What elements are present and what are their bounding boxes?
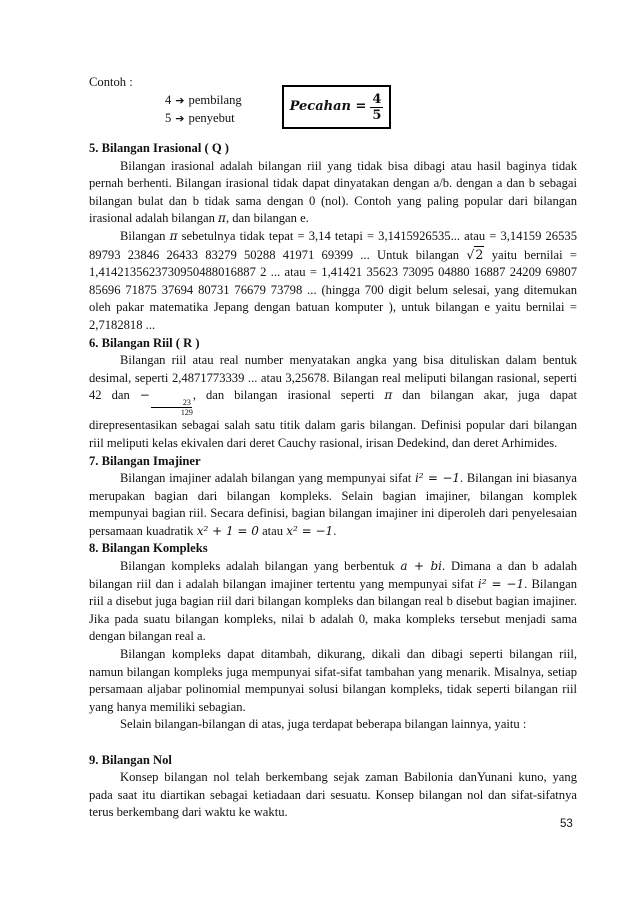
example-block — [89, 74, 577, 130]
paragraph: Bilangan riil atau real number menyatakan angka yang bisa dituliskan dalam bentuk desimal, seperti 2,4871773339 ... atau 3,25678. Bilangan real meliputi bilangan rasional, seperti 42 dan − $\frac{23}{129}$ , dan bilangan irasional seperti π dan bilangan akar, juga dapat direpresentasikan sebagai salah satu titik dalam garis bilangan. Definisi popular dari bilangan riil meliputi kelas ekivalen dari deret Cauchy rasional, irisan Dedekind, dan deret Arhimides. — [89, 353, 577, 450]
example-line-1: 4 ➔ pembilang — [165, 93, 242, 107]
section-heading-complex: 8. Bilangan Kompleks — [89, 541, 208, 556]
paragraph: Selain bilangan-bilangan di atas, juga terdapat beberapa bilangan lainnya, yaitu : — [120, 717, 527, 732]
section-heading-real: 6. Bilangan Riil ( R ) — [89, 335, 200, 350]
paragraph: Konsep bilangan nol telah berkembang sejak zaman Babilonia danYunani kuno, yang pada saat itu diartikan sebagai ketiadaan dari sesuatu. Konsep bilangan nol dan sifat-sifatnya terus berkembang dari waktu ke waktu. — [89, 770, 577, 820]
sqrt-expression: √2 — [466, 246, 484, 262]
section-heading-zero: 9. Bilangan Nol — [89, 752, 172, 767]
right-arrow-icon: ➔ — [175, 112, 185, 125]
small-fraction: $\frac{23}{129}$ — [150, 398, 193, 417]
example-line-2: 5 ➔ penyebut — [165, 111, 235, 125]
section-heading-imaginary: 7. Bilangan Imajiner — [89, 453, 201, 468]
paragraph: Bilangan irasional adalah bilangan riil yang tidak bisa dibagi atau hasil baginya tidak pernah berhenti. Bilangan irasional tidak dapat dinyatakan dengan a/b. dengan a dan b sebagai bilangan bulat dan b tidak sama dengan 0 (nol). Contoh yang paling popular dari bilangan irasional adalah bilangan π, dan bilangan e. — [89, 158, 577, 226]
paragraph: Bilangan kompleks dapat ditambah, dikurang, dikali dan dibagi seperti bilangan riil, namun bilangan kompleks juga mempunyai sifat-sifat tambahan yang menarik. Misalnya, setiap persamaan aljabar polinomial mempunyai solusi bilangan kompleks, tidak seperti bilangan riil yang hanya memiliki sebagian. — [89, 647, 577, 714]
page-content — [89, 74, 577, 822]
section-heading-irrational: 5. Bilangan Irasional ( Q ) — [89, 141, 229, 155]
paragraph: Bilangan imajiner adalah bilangan yang mempunyai sifat i² = −1. Bilangan ini biasanya merupakan bagian dari bilangan kompleks. Selain bagian imajiner, bilangan komplek mempunyai bagian riil. Secara definisi, bagian bilangan imajiner ini diperoleh dari penyelesaian persamaan kuadratik x² + 1 = 0 atau x² = −1. — [89, 471, 577, 538]
fraction: $\frac{4}{5}$ — [372, 91, 382, 123]
page-number: 53 — [560, 818, 573, 830]
fraction-box: Pecahan = $\frac{4}{5}$ — [282, 85, 391, 129]
example-label: Contoh : — [89, 75, 133, 89]
paragraph: Bilangan kompleks adalah bilangan yang berbentuk a + bi. Dimana a dan b adalah bilangan riil dan i adalah bilangan imajiner tertentu yang mempunyai sifat i² = −1. Bilangan riil a disebut juga bagian riil dari bilangan kompleks dan bilangan real b disebut bagian imajiner. Jika pada suatu bilangan kompleks, nilai b adalah 0, maka kompleks tersebut menjadi sama dengan bilangan real a. — [89, 559, 578, 644]
paragraph: Bilangan π sebetulnya tidak tepat = 3,14 tetapi = 3,1415926535... atau = 3,14159 26535 89793 23846 26433 83279 50288 41971 69399 ... Untuk bilangan √2 yaitu bernilai = 1,4142135623730950488016887 2 ... atau = 1,41421 35623 73095 04880 16887 24209 69807 85696 71875 37694 80731 76679 73798 ... (hingga 700 digit belum selesai, yang ditemukan oleh pakar matematika Jepang dengan batuan komputer ), untuk bilangan e yaitu bernilai = 2,7182818 ... — [89, 228, 578, 332]
right-arrow-icon: ➔ — [175, 94, 185, 107]
